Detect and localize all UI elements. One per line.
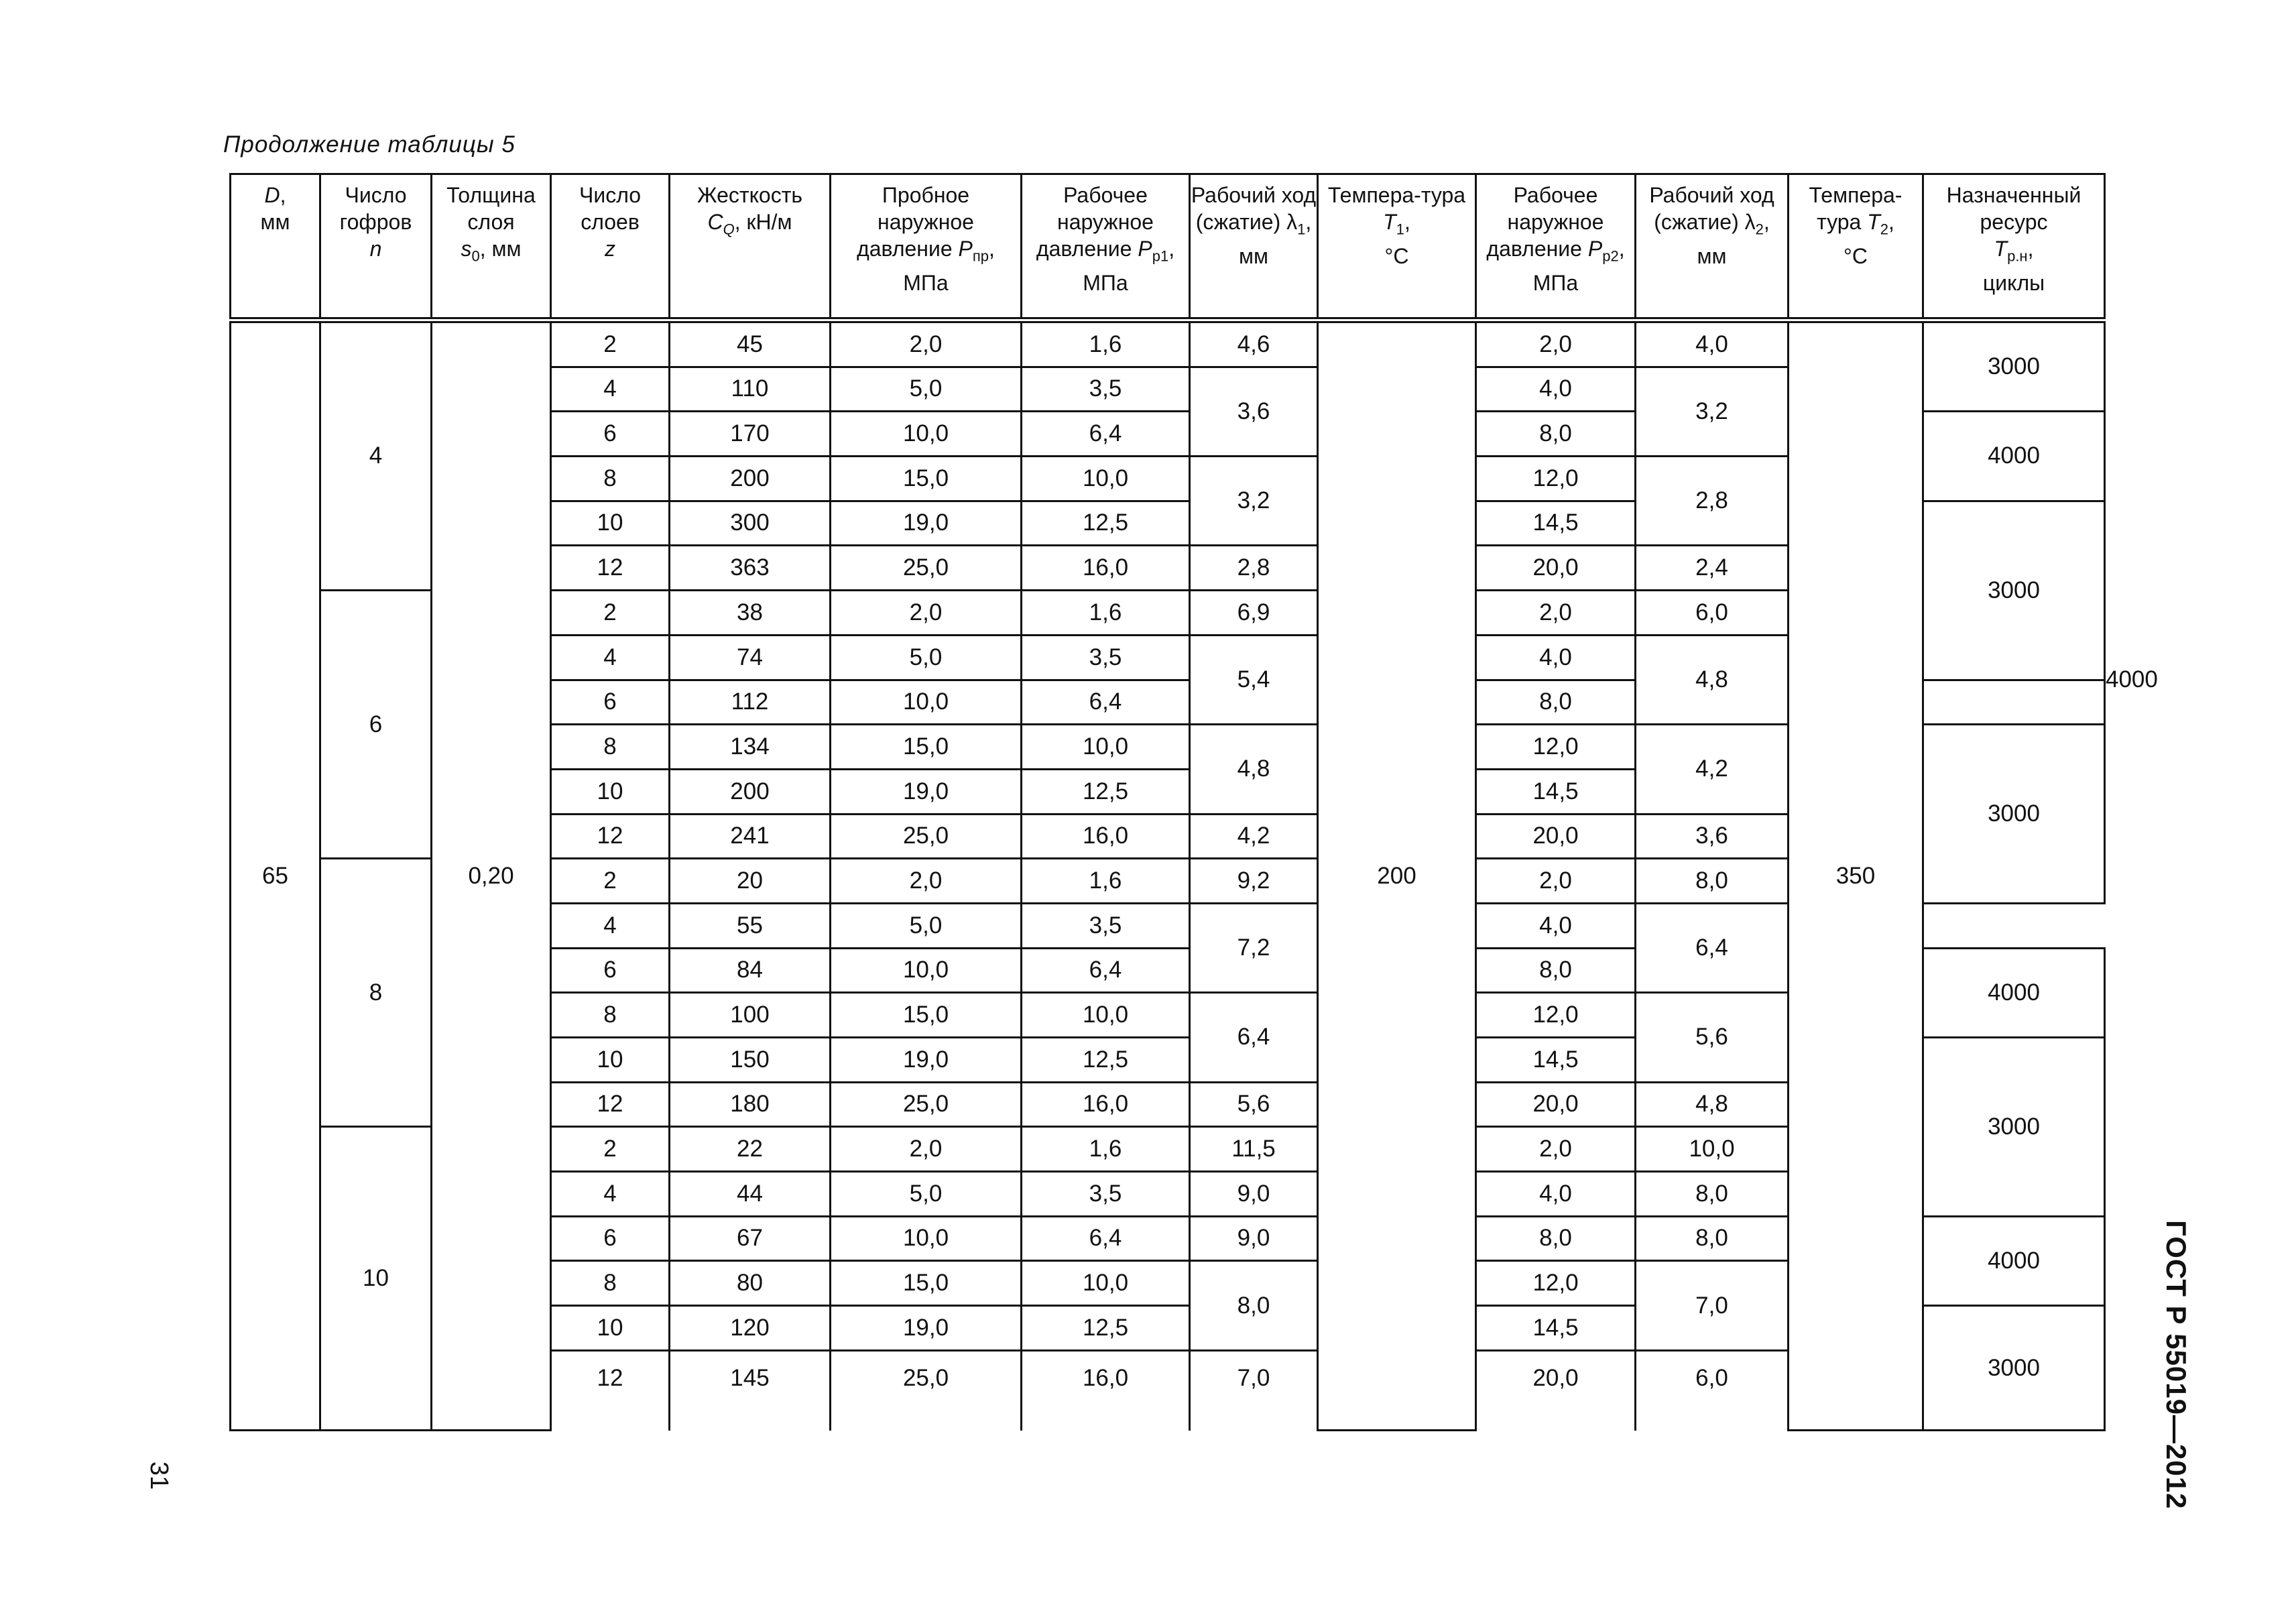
cell-ppr: 5,0 xyxy=(831,903,1022,948)
cell-lambda1: 4,2 xyxy=(1190,814,1318,859)
cell-cq: 84 xyxy=(670,948,831,993)
cell-lambda2: 8,0 xyxy=(1636,1216,1789,1261)
cell-lambda1: 3,6 xyxy=(1190,367,1318,456)
cell-z: 2 xyxy=(551,859,670,904)
cell-n: 10 xyxy=(320,1127,432,1431)
cell-lambda2: 8,0 xyxy=(1636,859,1789,904)
cell-pp1: 12,5 xyxy=(1022,1038,1190,1083)
cell-cq: 363 xyxy=(670,546,831,591)
cell-ppr: 2,0 xyxy=(831,320,1022,367)
table-caption: Продолжение таблицы 5 xyxy=(223,131,516,158)
cell-pp2: 14,5 xyxy=(1476,501,1636,546)
cell-ppr: 2,0 xyxy=(831,1127,1022,1172)
cell-lambda2: 4,8 xyxy=(1636,1082,1789,1127)
cell-pp1: 16,0 xyxy=(1022,1350,1190,1431)
cell-lambda1: 9,0 xyxy=(1190,1172,1318,1217)
cell-pp1: 10,0 xyxy=(1022,457,1190,501)
cell-ppr: 19,0 xyxy=(831,1306,1022,1351)
data-table xyxy=(229,173,2158,1431)
cell-ppr: 15,0 xyxy=(831,725,1022,770)
cell-cq: 145 xyxy=(670,1350,831,1431)
cell-z: 6 xyxy=(551,680,670,725)
cell-ppr: 25,0 xyxy=(831,546,1022,591)
cell-z: 10 xyxy=(551,1306,670,1351)
cell-z: 4 xyxy=(551,903,670,948)
cell-z: 2 xyxy=(551,1127,670,1172)
cell-pp1: 10,0 xyxy=(1022,1261,1190,1306)
cell-pp1: 1,6 xyxy=(1022,1127,1190,1172)
cell-ppr: 10,0 xyxy=(831,412,1022,457)
cell-lambda1: 6,4 xyxy=(1190,993,1318,1082)
cell-z: 12 xyxy=(551,814,670,859)
cell-z: 8 xyxy=(551,1261,670,1306)
cell-cq: 200 xyxy=(670,457,831,501)
cell-pp1: 6,4 xyxy=(1022,680,1190,725)
cell-lambda1: 4,8 xyxy=(1190,725,1318,814)
cell-n: 4 xyxy=(320,320,432,591)
cell-cq: 241 xyxy=(670,814,831,859)
cell-lambda2: 6,0 xyxy=(1636,591,1789,636)
cell-pp2: 4,0 xyxy=(1476,903,1636,948)
cell-resource: 3000 xyxy=(1923,725,2105,904)
cell-lambda2: 6,4 xyxy=(1636,903,1789,992)
header-ppr: Пробное наружное давление $P_{пр}$, МПа xyxy=(831,174,1022,320)
cell-pp1: 3,5 xyxy=(1022,367,1190,412)
cell-pp1: 1,6 xyxy=(1022,591,1190,636)
cell-ppr: 19,0 xyxy=(831,769,1022,814)
cell-pp2: 12,0 xyxy=(1476,725,1636,770)
cell-cq: 100 xyxy=(670,993,831,1038)
cell-t2: 350 xyxy=(1789,320,1923,1431)
cell-z: 10 xyxy=(551,769,670,814)
cell-cq: 55 xyxy=(670,903,831,948)
cell-resource: 4000 xyxy=(1923,1216,2105,1305)
cell-pp2: 14,5 xyxy=(1476,1306,1636,1351)
cell-lambda2: 4,2 xyxy=(1636,725,1789,814)
cell-ppr: 5,0 xyxy=(831,1172,1022,1217)
cell-cq: 120 xyxy=(670,1306,831,1351)
header-t2: Темпера-тура $T_2$, °С xyxy=(1789,174,1923,320)
cell-pp1: 16,0 xyxy=(1022,546,1190,591)
cell-z: 8 xyxy=(551,993,670,1038)
cell-ppr: 19,0 xyxy=(831,501,1022,546)
cell-z: 6 xyxy=(551,948,670,993)
cell-pp2: 14,5 xyxy=(1476,769,1636,814)
cell-pp2: 2,0 xyxy=(1476,859,1636,904)
cell-cq: 180 xyxy=(670,1082,831,1127)
cell-lambda2: 8,0 xyxy=(1636,1172,1789,1217)
header-cq: Жесткость $C_Q$, кН/м xyxy=(670,174,831,320)
cell-cq: 300 xyxy=(670,501,831,546)
page-number: 31 xyxy=(145,1461,173,1490)
cell-n: 8 xyxy=(320,859,432,1127)
cell-lambda2: 3,2 xyxy=(1636,367,1789,456)
cell-z: 6 xyxy=(551,1216,670,1261)
cell-resource: 3000 xyxy=(1923,501,2105,680)
cell-z: 4 xyxy=(551,1172,670,1217)
cell-pp2: 20,0 xyxy=(1476,1082,1636,1127)
cell-pp2: 20,0 xyxy=(1476,814,1636,859)
cell-pp1: 3,5 xyxy=(1022,1172,1190,1217)
cell-lambda2: 10,0 xyxy=(1636,1127,1789,1172)
header-resource: Назначенный ресурс $T_{р.н}$, циклы xyxy=(1923,174,2105,320)
cell-pp2: 14,5 xyxy=(1476,1038,1636,1083)
cell-lambda1: 2,8 xyxy=(1190,546,1318,591)
header-z: Число слоев z xyxy=(551,174,670,320)
cell-pp2: 8,0 xyxy=(1476,948,1636,993)
cell-lambda1: 8,0 xyxy=(1190,1261,1318,1350)
cell-ppr: 5,0 xyxy=(831,635,1022,680)
cell-pp1: 6,4 xyxy=(1022,1216,1190,1261)
cell-pp1: 6,4 xyxy=(1022,412,1190,457)
cell-ppr: 5,0 xyxy=(831,367,1022,412)
cell-ppr: 10,0 xyxy=(831,680,1022,725)
cell-z: 10 xyxy=(551,501,670,546)
cell-pp1: 12,5 xyxy=(1022,1306,1190,1351)
cell-pp2: 8,0 xyxy=(1476,680,1636,725)
cell-pp2: 12,0 xyxy=(1476,1261,1636,1306)
cell-lambda1: 7,0 xyxy=(1190,1350,1318,1431)
cell-resource: 3000 xyxy=(1923,1038,2105,1217)
cell-pp1: 1,6 xyxy=(1022,320,1190,367)
cell-lambda2: 2,4 xyxy=(1636,546,1789,591)
cell-ppr: 25,0 xyxy=(831,1350,1022,1431)
cell-lambda2: 5,6 xyxy=(1636,993,1789,1082)
table-row: 4 74 5,0 3,5 5,4 4,0 4,8 4000 xyxy=(231,635,2105,680)
cell-pp2: 4,0 xyxy=(1476,367,1636,412)
cell-ppr: 15,0 xyxy=(831,993,1022,1038)
cell-pp1: 12,5 xyxy=(1022,769,1190,814)
cell-z: 12 xyxy=(551,1350,670,1431)
cell-lambda2: 4,0 xyxy=(1636,320,1789,367)
cell-ppr: 2,0 xyxy=(831,591,1022,636)
header-pp1: Рабочее наружное давление $P_{р1}$, МПа xyxy=(1022,174,1190,320)
cell-cq: 20 xyxy=(670,859,831,904)
cell-resource: 4000 xyxy=(1923,948,2105,1037)
cell-cq: 134 xyxy=(670,725,831,770)
cell-cq: 150 xyxy=(670,1038,831,1083)
cell-cq: 67 xyxy=(670,1216,831,1261)
cell-cq: 22 xyxy=(670,1127,831,1172)
cell-pp1: 16,0 xyxy=(1022,814,1190,859)
header-s0: Толщина слоя $s_0$, мм xyxy=(432,174,551,320)
header-t1: Темпера-тура $T_1$, °С xyxy=(1318,174,1476,320)
cell-cq: 45 xyxy=(670,320,831,367)
cell-z: 2 xyxy=(551,320,670,367)
cell-pp2: 20,0 xyxy=(1476,1350,1636,1431)
cell-z: 4 xyxy=(551,635,670,680)
cell-cq: 44 xyxy=(670,1172,831,1217)
cell-z: 8 xyxy=(551,457,670,501)
cell-ppr: 15,0 xyxy=(831,1261,1022,1306)
cell-ppr: 10,0 xyxy=(831,948,1022,993)
header-row xyxy=(231,174,2105,320)
cell-pp1: 12,5 xyxy=(1022,501,1190,546)
cell-z: 12 xyxy=(551,1082,670,1127)
cell-cq: 74 xyxy=(670,635,831,680)
cell-lambda2: 3,6 xyxy=(1636,814,1789,859)
cell-cq: 110 xyxy=(670,367,831,412)
cell-d: 65 xyxy=(231,320,320,1431)
cell-z: 10 xyxy=(551,1038,670,1083)
cell-ppr: 25,0 xyxy=(831,814,1022,859)
cell-s0: 0,20 xyxy=(432,320,551,1431)
cell-cq: 170 xyxy=(670,412,831,457)
cell-pp2: 2,0 xyxy=(1476,591,1636,636)
cell-lambda2: 4,8 xyxy=(1636,635,1789,724)
cell-pp1: 3,5 xyxy=(1022,635,1190,680)
cell-pp1: 10,0 xyxy=(1022,993,1190,1038)
header-lambda2: Рабочий ход (сжатие) $\lambda_2$, мм xyxy=(1636,174,1789,320)
cell-ppr: 10,0 xyxy=(831,1216,1022,1261)
cell-lambda1: 7,2 xyxy=(1190,903,1318,992)
cell-ppr: 15,0 xyxy=(831,457,1022,501)
cell-lambda1: 4,6 xyxy=(1190,320,1318,367)
cell-ppr: 2,0 xyxy=(831,859,1022,904)
cell-cq: 38 xyxy=(670,591,831,636)
cell-resource: 4000 xyxy=(1923,412,2105,501)
cell-ppr: 25,0 xyxy=(831,1082,1022,1127)
cell-pp2: 4,0 xyxy=(1476,1172,1636,1217)
cell-cq: 200 xyxy=(670,769,831,814)
cell-cq: 112 xyxy=(670,680,831,725)
cell-t1: 200 xyxy=(1318,320,1476,1431)
cell-resource: 3000 xyxy=(1923,1306,2105,1431)
cell-pp2: 8,0 xyxy=(1476,412,1636,457)
cell-n: 6 xyxy=(320,591,432,859)
cell-lambda1: 6,9 xyxy=(1190,591,1318,636)
cell-pp2: 2,0 xyxy=(1476,320,1636,367)
cell-pp2: 8,0 xyxy=(1476,1216,1636,1261)
table-row xyxy=(231,320,2105,367)
cell-pp2: 12,0 xyxy=(1476,457,1636,501)
cell-lambda1: 11,5 xyxy=(1190,1127,1318,1172)
cell-pp1: 6,4 xyxy=(1022,948,1190,993)
cell-lambda1: 3,2 xyxy=(1190,457,1318,546)
cell-pp2: 20,0 xyxy=(1476,546,1636,591)
cell-lambda1: 5,4 xyxy=(1190,635,1318,724)
cell-pp2: 4,0 xyxy=(1476,635,1636,680)
cell-z: 8 xyxy=(551,725,670,770)
cell-z: 12 xyxy=(551,546,670,591)
header-n: Число гофров n xyxy=(320,174,432,320)
document-code: ГОСТ Р 55019—2012 xyxy=(2161,1220,2192,1510)
cell-resource: 3000 xyxy=(1923,320,2105,412)
cell-z: 2 xyxy=(551,591,670,636)
cell-pp2: 2,0 xyxy=(1476,1127,1636,1172)
cell-lambda2: 6,0 xyxy=(1636,1350,1789,1431)
cell-lambda1: 9,2 xyxy=(1190,859,1318,904)
cell-ppr: 19,0 xyxy=(831,1038,1022,1083)
cell-pp1: 10,0 xyxy=(1022,725,1190,770)
header-pp2: Рабочее наружное давление $P_{р2}$, МПа xyxy=(1476,174,1636,320)
cell-lambda2: 2,8 xyxy=(1636,457,1789,546)
cell-z: 4 xyxy=(551,367,670,412)
cell-lambda1: 9,0 xyxy=(1190,1216,1318,1261)
cell-pp1: 16,0 xyxy=(1022,1082,1190,1127)
cell-pp2: 12,0 xyxy=(1476,993,1636,1038)
cell-lambda2: 7,0 xyxy=(1636,1261,1789,1350)
header-lambda1: Рабочий ход (сжатие) $\lambda_1$, мм xyxy=(1190,174,1318,320)
cell-pp1: 3,5 xyxy=(1022,903,1190,948)
cell-lambda1: 5,6 xyxy=(1190,1082,1318,1127)
cell-z: 6 xyxy=(551,412,670,457)
cell-cq: 80 xyxy=(670,1261,831,1306)
cell-pp1: 1,6 xyxy=(1022,859,1190,904)
header-d: D, мм xyxy=(231,174,320,320)
